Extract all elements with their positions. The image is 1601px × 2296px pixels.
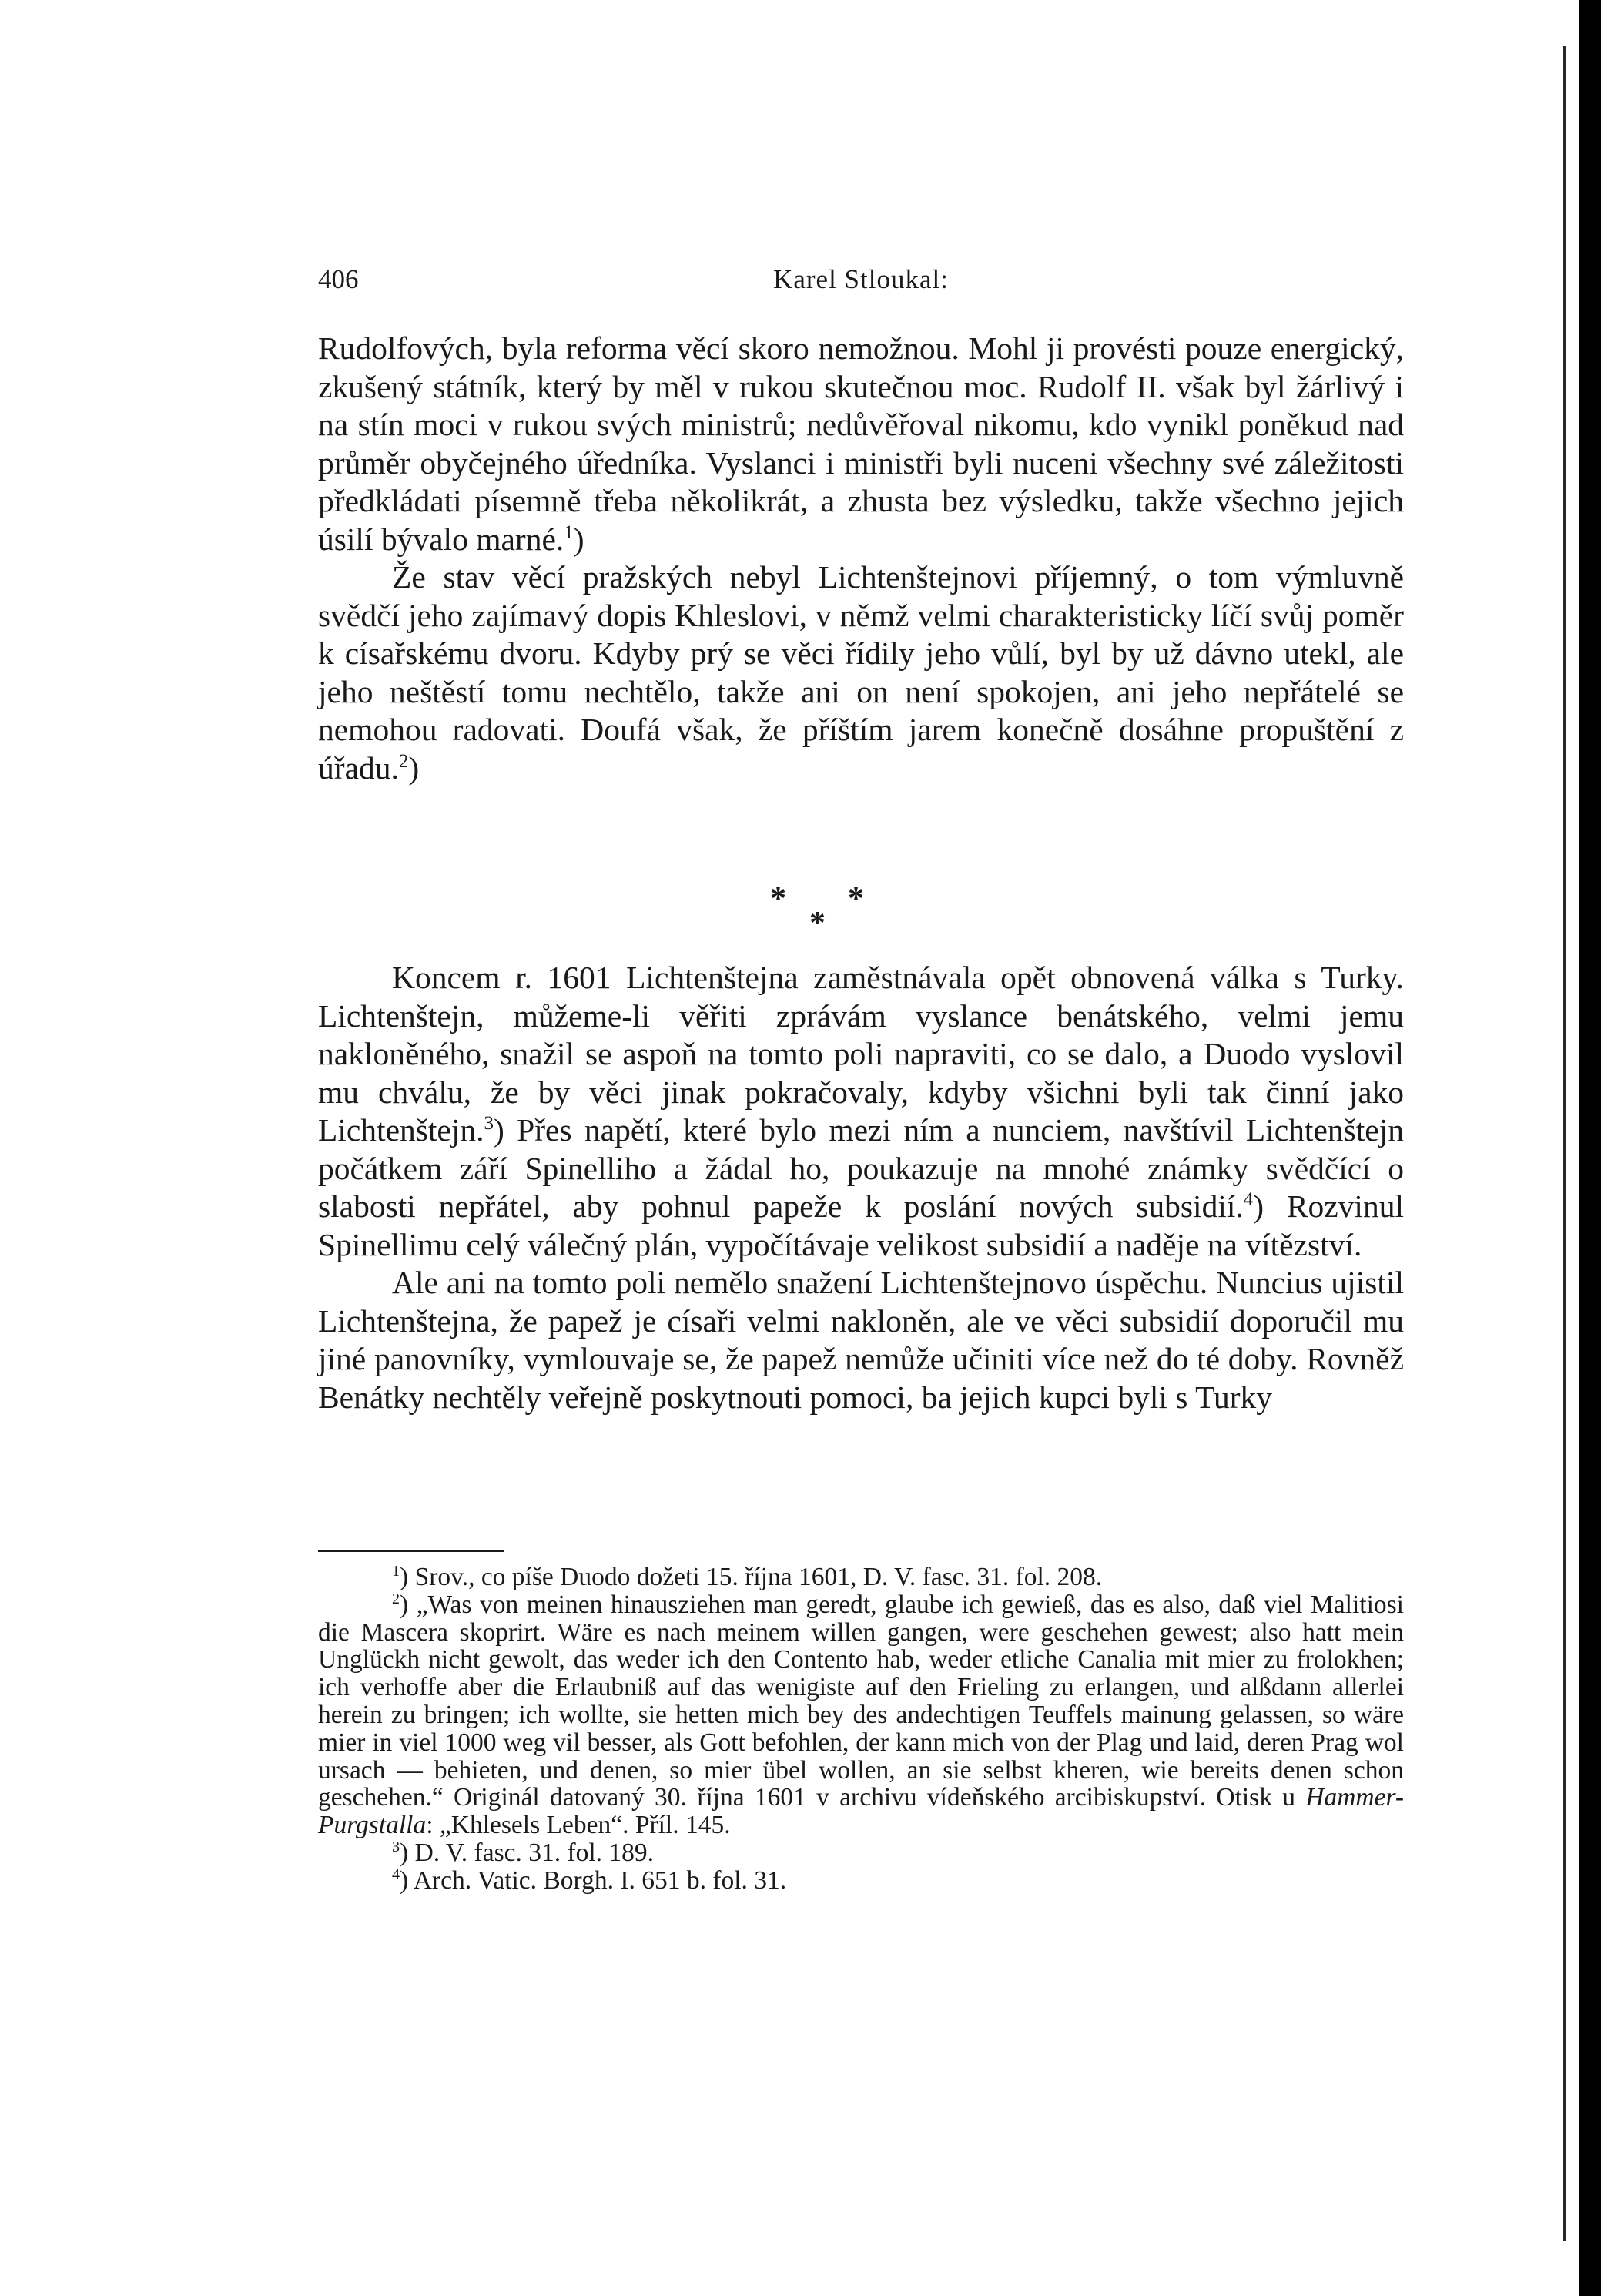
paragraph-4: Ale ani na tomto poli nemělo snažení Lichtenštejnovo úspěchu. Nuncius ujistil Lichtenštejna, že papež je císaři velmi nakloněn, ale ve věci subsidií doporučil mu jiné panovníky, vymlouvaje se, že papež nemůže učiniti více než do té doby. Rovněž Benátky nechtěly veřejně poskytnouti pomoci, ba jejich kupci byli s Turky bbox=[318, 1265, 1404, 1415]
body-text-upper bbox=[318, 330, 1404, 787]
footnote-ref-4[interactable]: 4 bbox=[1243, 1189, 1254, 1211]
page-edge-shadow bbox=[1563, 46, 1566, 2241]
footnote-mark: 2 bbox=[392, 1590, 400, 1607]
footnote-3: $^3$) D. V. fasc. 31. fol. 189. bbox=[392, 1838, 655, 1867]
footnotes bbox=[318, 1564, 1404, 1895]
paragraph-2: Že stav věcí pražských nebyl Lichtenštejnovi příjemný, o tom výmluvně svědčí jeho zajímavý dopis Khleslovi, v němž velmi charakteristicky líčí svůj poměr k císařskému dvoru. Kdyby prý se věci řídily jeho vůlí, byl by už dávno utekl, ale jeho neštěstí tomu nechtělo, takže ani on není spokojen, ani jeho nepřátelé se nemohou radovati. Doufá však, že příštím jarem konečně dosáhne propuštění z úřadu.$^2$) bbox=[318, 559, 1404, 786]
page-number: 406 bbox=[318, 264, 359, 294]
footnote-ref-3[interactable]: 3 bbox=[484, 1113, 494, 1135]
scan-border bbox=[1579, 0, 1601, 2296]
footnote-1: $^1$) Srov., co píše Duodo dožeti 15. října 1601, D. V. fasc. 31. fol. 208. bbox=[392, 1562, 1103, 1591]
asterisk: * bbox=[848, 881, 864, 917]
footnote-mark: 4 bbox=[392, 1865, 400, 1883]
cited-author: Hammer-Purgstalla bbox=[318, 1783, 1404, 1840]
paragraph-3: Koncem r. 1601 Lichtenštejna zaměstnávala opět obnovená válka s Turky. Lichtenštejn, můžeme-li věřiti zprávám vyslance benátského, velmi jemu nakloněného, snažil se aspoň na tomto poli napraviti, co se dalo, a Duodo vyslovil mu chválu, že by věci jinak pokračovaly, kdyby všichni byli tak činní jako Lichtenštejn.$^3$) Přes napětí, které bylo mezi ním a nunciem, navštívil Lichtenštejn počátkem září Spinelliho a žádal ho, poukazuje na mnohé známky svědčící o slabosti nepřátel, aby pohnul papeže k poslání nových subsidií.$^4$) Rozvinul Spinellimu celý válečný plán, vypočítávaje velikost subsidií a naděje na vítězství. bbox=[318, 960, 1404, 1262]
body-text-lower bbox=[318, 959, 1404, 1416]
asterisk: * bbox=[770, 881, 786, 917]
running-head bbox=[318, 260, 1404, 299]
asterisk: * bbox=[809, 906, 826, 941]
running-title: Karel Stloukal: bbox=[773, 264, 949, 294]
footnote-ref-2[interactable]: 2 bbox=[398, 750, 409, 772]
footnote-4: $^4$) Arch. Vatic. Borgh. I. 651 b. fol. 31. bbox=[392, 1865, 787, 1895]
section-divider-asterism bbox=[318, 880, 1404, 950]
footnote-separator bbox=[318, 1550, 504, 1552]
paragraph-1: Rudolfových, byla reforma věcí skoro nemožnou. Mohl ji provésti pouze energický, zkušený státník, který by měl v rukou skutečnou moc. Rudolf II. však byl žárlivý i na stín moci v rukou svých ministrů; nedůvěřoval nikomu, kdo vynikl poněkud nad průměr obyčejného úředníka. Vyslanci i ministři byli nuceni všechny své záležitosti předkládati písemně třeba několikrát, a zhusta bez výsledku, takže všechno jejich úsilí bývalo marné.$^1$) bbox=[318, 330, 1404, 557]
footnote-mark: 3 bbox=[392, 1838, 400, 1855]
footnote-2: $^2$) „Was von meinen hinausziehen man geredt, glaube ich gewieß, das es also, daß viel Malitiosi die Mascera skoprirt. Wäre es nach meinem willen gangen, were geschehen gewest; also hatt mein Unglückh nicht gewolt, das weder ich den Contento hab, weder etliche Canalia mit mier zu frolokhen; ich verhoffe aber die Erlaubniß auf das wenigiste auf den Frieling zu erlangen, und alßdann allerlei herein zu bringen; ich wollte, sie hetten mich bey des andechtigen Teuffels mainung gelassen, so wäre mier in viel 1000 weg vil besser, als Gott befohlen, der kann mich von der Plag und laid, deren Prag wol ursach — behieten, und denen, so mier übel wollen, an sie selbst kheren, wie bereits denen schon geschehen.“ Originál datovaný 30. října 1601 v archivu vídeňského arcibiskupství. Otisk u Hammer-Purgstalla: „Khlesels Leben“. Příl. 145. bbox=[318, 1590, 1404, 1840]
footnote-mark: 1 bbox=[392, 1562, 400, 1580]
footnote-ref-1[interactable]: 1 bbox=[564, 521, 574, 543]
